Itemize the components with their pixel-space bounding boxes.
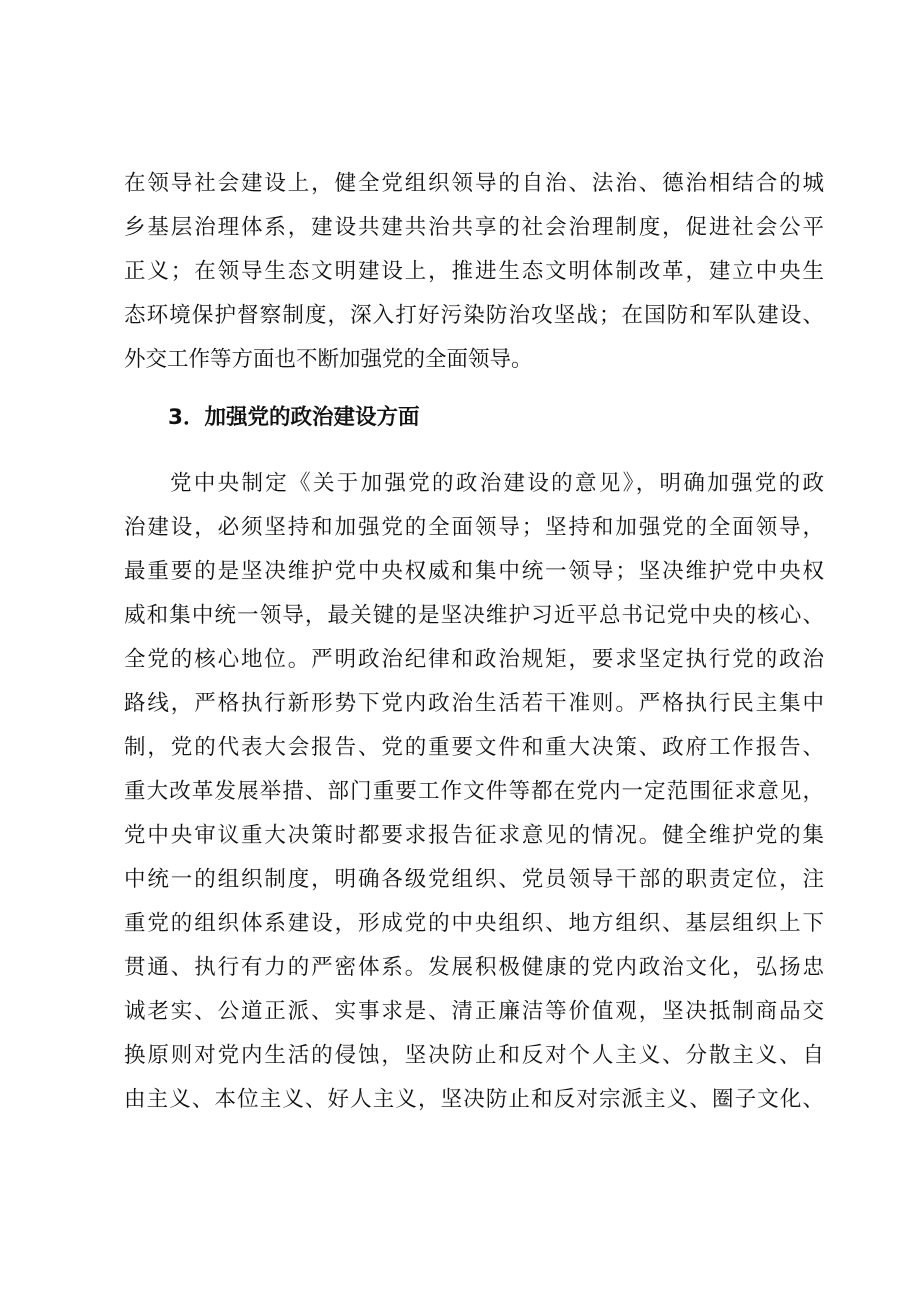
paragraph-line: 最重要的是坚决维护党中央权威和集中统一领导；坚决维护党中央权 — [124, 559, 824, 584]
paragraph-line: 制，党的代表大会报告、党的重要文件和重大决策、政府工作报告、 — [124, 735, 824, 760]
paragraph-line: 换原则对党内生活的侵蚀，坚决防止和反对个人主义、分散主义、自 — [124, 1043, 824, 1068]
paragraph-line: 重党的组织体系建设，形成党的中央组织、地方组织、基层组织上下 — [124, 911, 824, 936]
paragraph-line: 在领导社会建设上，健全党组织领导的自治、法治、德治相结合的城 — [124, 171, 824, 196]
section-heading: 3．加强党的政治建设方面 — [168, 405, 420, 430]
paragraph-line: 全党的核心地位。严明政治纪律和政治规矩，要求坚定执行党的政治 — [124, 647, 824, 672]
paragraph-line: 外交工作等方面也不断加强党的全面领导。 — [124, 347, 533, 372]
paragraph-line: 中统一的组织制度，明确各级党组织、党员领导干部的职责定位，注 — [124, 867, 824, 892]
paragraph-line: 威和集中统一领导，最关键的是坚决维护习近平总书记党中央的核心、 — [124, 603, 824, 628]
paragraph-line: 党中央制定《关于加强党的政治建设的意见》，明确加强党的政 — [170, 471, 824, 496]
paragraph-line: 态环境保护督察制度，深入打好污染防治攻坚战；在国防和军队建设、 — [124, 303, 824, 328]
paragraph-line: 诚老实、公道正派、实事求是、清正廉洁等价值观，坚决抵制商品交 — [124, 999, 824, 1024]
paragraph-line: 党中央审议重大决策时都要求报告征求意见的情况。健全维护党的集 — [124, 823, 824, 848]
paragraph-line: 由主义、本位主义、好人主义，坚决防止和反对宗派主义、圈子文化、 — [124, 1087, 824, 1112]
paragraph-line: 路线，严格执行新形势下党内政治生活若干准则。严格执行民主集中 — [124, 691, 824, 716]
paragraph-line: 治建设，必须坚持和加强党的全面领导；坚持和加强党的全面领导， — [124, 515, 824, 540]
paragraph-line: 贯通、执行有力的严密体系。发展积极健康的党内政治文化，弘扬忠 — [124, 955, 824, 980]
paragraph-line: 重大改革发展举措、部门重要工作文件等都在党内一定范围征求意见， — [124, 779, 824, 804]
paragraph-line: 乡基层治理体系，建设共建共治共享的社会治理制度，促进社会公平 — [124, 215, 824, 240]
paragraph-line: 正义；在领导生态文明建设上，推进生态文明体制改革，建立中央生 — [124, 259, 824, 284]
